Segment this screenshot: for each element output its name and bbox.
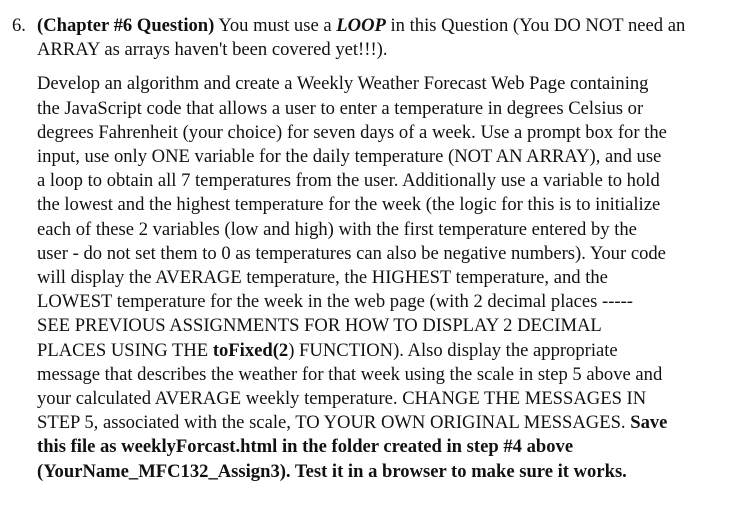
body-line: the JavaScript code that allows a user to enter a temperature in degrees Celsius or [37, 97, 644, 119]
body-line: the lowest and the highest temperature for the week (the logic for this is to initialize [37, 194, 661, 216]
save-pre: STEP 5, associated with the scale, TO YOUR OWN ORIGINAL MESSAGES. [37, 412, 626, 434]
body-line-tofixed [37, 339, 742, 363]
loop-keyword: LOOP [336, 15, 386, 36]
save-word: Save [630, 412, 668, 434]
body-line-save [37, 411, 742, 435]
body-line: a loop to obtain all 7 temperatures from the user. Additionally use a variable to hold [37, 170, 660, 192]
body-line: your calculated AVERAGE weekly temperature. CHANGE THE MESSAGES IN [37, 388, 647, 410]
body-line: will display the AVERAGE temperature, the HIGHEST temperature, and the [37, 267, 608, 289]
instructions-paragraph [37, 72, 742, 483]
tofixed-post: ) FUNCTION). Also display the appropriate [288, 339, 618, 361]
body-line: degrees Fahrenheit (your choice) for seven days of a week. Use a prompt box for the [37, 121, 667, 143]
body-line: LOWEST temperature for the week in the web page (with 2 decimal places ----- [37, 291, 633, 313]
intro-line-1 [37, 14, 742, 38]
body-line: input, use only ONE variable for the daily temperature (NOT AN ARRAY), and use [37, 146, 662, 168]
body-line: SEE PREVIOUS ASSIGNMENTS FOR HOW TO DISPLAY 2 DECIMAL [37, 315, 602, 337]
question-item [12, 14, 744, 484]
chapter-label: (Chapter #6 Question) [37, 15, 215, 36]
question-number: 6. [12, 15, 26, 36]
body-line: message that describes the weather for that week using the scale in step 5 above and [37, 363, 663, 385]
body-line: each of these 2 variables (low and high) with the first temperature entered by the [37, 218, 637, 240]
tofixed-code: toFixed(2 [212, 339, 289, 361]
question-intro [37, 14, 742, 62]
intro-line-2: ARRAY as arrays haven't been covered yet!!!). [37, 39, 388, 61]
tofixed-pre: PLACES USING THE [37, 339, 209, 361]
body-line: user - do not set them to 0 as temperatures can also be negative numbers). Your code [37, 242, 666, 264]
intro-text-1: You must use a [218, 15, 332, 36]
save-instruction-line: this file as weeklyForcast.html in the folder created in step #4 above [37, 436, 574, 458]
save-instruction-line: (YourName_MFC132_Assign3). Test it in a browser to make sure it works. [37, 460, 627, 482]
body-line: Develop an algorithm and create a Weekly Weather Forecast Web Page containing [37, 73, 649, 95]
intro-text-2: in this Question (You DO NOT need an [390, 15, 686, 36]
question-body [37, 14, 742, 484]
